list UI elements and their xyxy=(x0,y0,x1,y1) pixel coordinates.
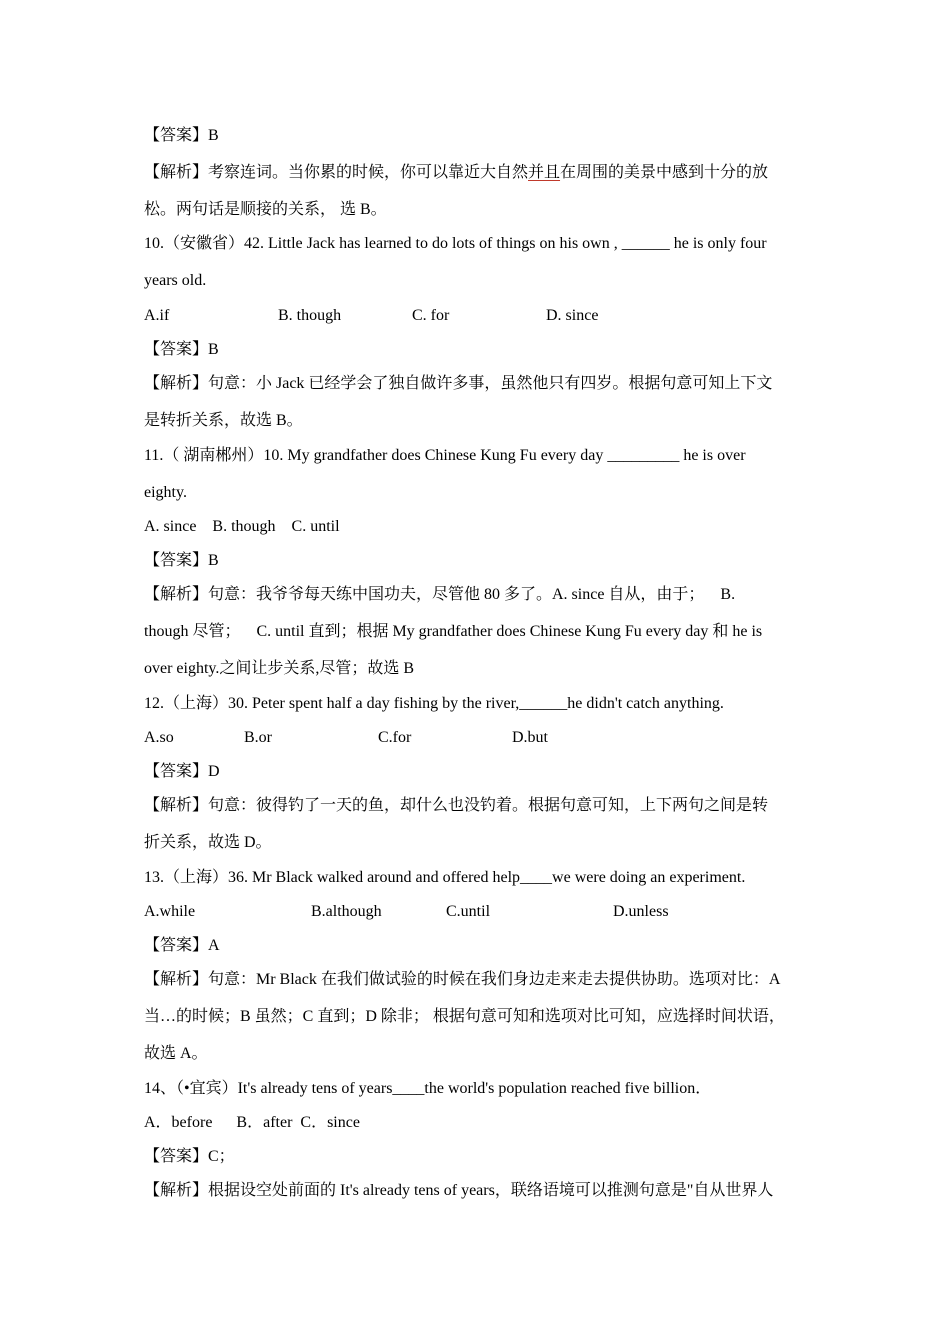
q11-analysis-line-1: 【解析】句意：我爷爷每天练中国功夫，尽管他 80 多了。A. since 自从，由于； B. xyxy=(144,586,736,603)
q14-analysis-line-1: 【解析】根据设空处前面的 It's already tens of years，联络语境可以推测句意是"自从世界人 xyxy=(144,1182,774,1199)
q11-answer: 【答案】B xyxy=(144,552,219,569)
q13-analysis-line-1: 【解析】句意：Mr Black 在我们做试验的时候在我们身边走来走去提供协助。选项对比：A xyxy=(144,971,781,988)
q13-analysis-line-3: 故选 A。 xyxy=(144,1045,208,1062)
q9-analysis-line-1 xyxy=(144,163,768,183)
q12-option-d: D.but xyxy=(512,729,548,746)
q12-analysis-line-1: 【解析】句意：彼得钓了一天的鱼，却什么也没钓着。根据句意可知，上下两句之间是转 xyxy=(144,797,769,814)
q14-answer: 【答案】C； xyxy=(144,1148,235,1165)
q10-stem-line-1: 10.（安徽省）42. Little Jack has learned to do lots of things on his own , ______ he is only four xyxy=(144,235,767,252)
q9-analysis-text-rest: 在周围的美景中感到十分的放 xyxy=(560,164,769,181)
q10-answer: 【答案】B xyxy=(144,341,219,358)
q10-analysis-line-2: 是转折关系，故选 B。 xyxy=(144,412,303,429)
q13-option-a: A.while xyxy=(144,903,196,920)
q11-analysis-line-3: over eighty.之间让步关系,尽管；故选 B xyxy=(144,660,415,677)
q10-option-b: B. though xyxy=(278,307,342,324)
q9-answer: 【答案】B xyxy=(144,127,219,144)
q11-options: A. since B. though C. until xyxy=(144,518,340,535)
q12-option-a: A.so xyxy=(144,729,174,746)
q9-analysis-text: 【解析】考察连词。当你累的时候，你可以靠近大自然 xyxy=(144,164,529,181)
q11-stem-line-2: eighty. xyxy=(144,484,187,501)
q10-option-a: A.if xyxy=(144,307,170,324)
q13-option-d: D.unless xyxy=(613,903,669,920)
q9-analysis-marked-word: 并且 xyxy=(528,164,561,181)
q13-option-b: B.although xyxy=(311,903,382,920)
q13-answer: 【答案】A xyxy=(144,937,220,954)
q13-option-c: C.until xyxy=(446,903,491,920)
q12-answer: 【答案】D xyxy=(144,763,220,780)
q13-analysis-line-2: 当…的时候；B 虽然；C 直到；D 除非； 根据句意可知和选项对比可知，应选择时间状语， xyxy=(144,1008,785,1025)
q10-stem-line-2: years old. xyxy=(144,272,207,289)
q10-analysis-line-1: 【解析】句意：小 Jack 已经学会了独自做许多事，虽然他只有四岁。根据句意可知上下文 xyxy=(144,375,773,392)
q9-analysis-line-2: 松。两句话是顺接的关系， 选 B。 xyxy=(144,201,387,218)
q12-option-c: C.for xyxy=(378,729,412,746)
q12-option-b: B.or xyxy=(244,729,272,746)
q12-stem-line-1: 12.（上海）30. Peter spent half a day fishing by the river,______he didn't catch anything. xyxy=(144,695,724,712)
q10-option-d: D. since xyxy=(546,307,599,324)
q11-stem-line-1: 11.（ 湖南郴州）10. My grandfather does Chinese Kung Fu every day _________ he is over xyxy=(144,447,746,464)
q14-options: A．before B．after C．since xyxy=(144,1114,360,1131)
q13-stem-line-1: 13.（上海）36. Mr Black walked around and offered help____we were doing an experiment. xyxy=(144,869,746,886)
q11-analysis-line-2: though 尽管； C. until 直到；根据 My grandfather does Chinese Kung Fu every day 和 he is xyxy=(144,623,763,640)
q14-stem-line-1: 14、（•宜宾）It's already tens of years____the world's population reached five billion． xyxy=(144,1080,712,1097)
q10-option-c: C. for xyxy=(412,307,450,324)
q12-analysis-line-2: 折关系，故选 D。 xyxy=(144,834,272,851)
